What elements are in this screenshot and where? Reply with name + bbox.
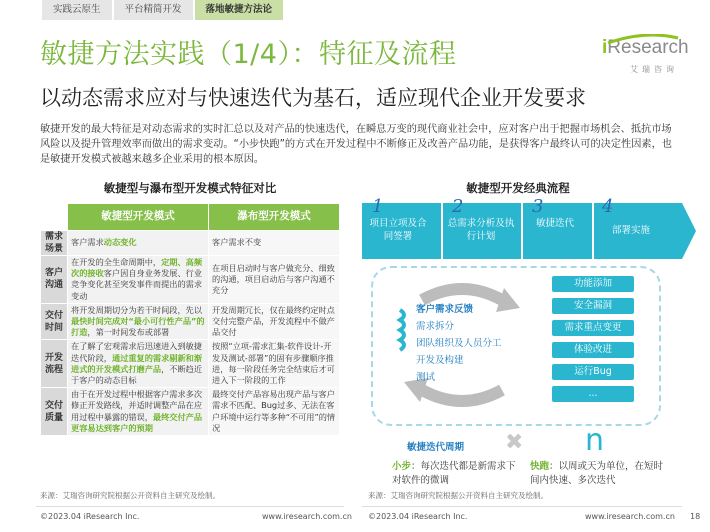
waterfall-cell: 客户需求不变 bbox=[209, 231, 340, 256]
iresearch-logo: iResearch 艾瑞咨询 bbox=[602, 36, 680, 76]
source-note-right: 来源：艾瑞咨询研究院根据公开资料自主研究及绘制。 bbox=[368, 491, 548, 500]
nav-tab-platform[interactable]: 平台精简开发 bbox=[114, 0, 193, 20]
step-label: 部署实施 bbox=[611, 225, 650, 236]
comparison-table-title: 敏捷型与瀑布型开发模式特征对比 bbox=[103, 181, 277, 195]
flow-arrow-icon bbox=[682, 203, 696, 259]
source-note-left: 来源：艾瑞咨询研究院根据公开资料自主研究及绘制。 bbox=[40, 491, 220, 500]
waterfall-cell: 最终交付产品容易出现产品与客户需求不匹配、Bug过多、无法在客户环境中运行等多种“不可用”的情况 bbox=[209, 388, 340, 436]
waterfall-cell: 在项目启动时与客户做充分、细致的沟通，项目启动后与客户沟通不充分 bbox=[209, 256, 340, 304]
table-row bbox=[41, 256, 340, 304]
step-number: 1 bbox=[372, 196, 384, 217]
footer-site-right[interactable]: www.iresearch.com.cn bbox=[585, 512, 675, 521]
waterfall-cell: 开发周期冗长，仅在最终约定时点交付完整产品，开发流程中不做产品交付 bbox=[209, 303, 340, 340]
stack-item: ... bbox=[552, 386, 634, 402]
cycle-items bbox=[416, 301, 502, 386]
table-corner bbox=[41, 204, 68, 231]
step-number: 3 bbox=[532, 196, 544, 217]
nav-tab-agile[interactable]: 落地敏捷方法论 bbox=[195, 0, 284, 20]
step-number: 4 bbox=[602, 196, 614, 217]
cycle-item: 客户需求反馈 bbox=[416, 304, 474, 315]
agile-cell: 在开发的全生命周期中，定期、高频次的接收客户因自身业务发展、行业竞争变化甚至突发事件而提出的需求变动 bbox=[68, 256, 209, 304]
col-header-agile: 敏捷型开发模式 bbox=[68, 204, 209, 231]
table-row bbox=[41, 303, 340, 340]
step-label: 项目立项及合同签署 bbox=[369, 218, 427, 242]
cycle-item: 需求拆分 bbox=[416, 321, 455, 332]
feedback-stack bbox=[552, 276, 634, 408]
step-number: 2 bbox=[452, 196, 464, 217]
footer-site-left[interactable]: www.iresearch.com.cn bbox=[262, 512, 352, 521]
nav-tab-cloud-native[interactable]: 实践云原生 bbox=[42, 0, 112, 20]
flow-step-1 bbox=[364, 196, 442, 259]
stack-item: 运行Bug bbox=[552, 364, 634, 380]
table-row bbox=[41, 340, 340, 388]
logo-swoosh-icon bbox=[606, 34, 680, 44]
top-nav bbox=[42, 0, 285, 20]
cycle-item: 开发及构建 bbox=[416, 355, 464, 366]
footer-divider bbox=[36, 506, 344, 507]
stack-item: 体验改进 bbox=[552, 342, 634, 358]
waterfall-cell: 按照“立项-需求汇集-软件设计-开发及测试-部署”的固有步骤顺序推进，每一阶段任务完全结束后才可进入下一阶段的工作 bbox=[209, 340, 340, 388]
footer-copyright-left: ©2023.04 iResearch Inc. bbox=[40, 512, 140, 521]
cycle-item: 团队组织及人员分工 bbox=[416, 338, 502, 349]
page-number: 18 bbox=[690, 512, 701, 521]
flow-step-2 bbox=[444, 196, 522, 259]
page-title: 敏捷方法实践（1/4）：特征及流程 bbox=[40, 39, 457, 70]
iteration-cycle-label: 敏捷迭代周期 bbox=[407, 442, 465, 453]
intro-paragraph: 敏捷开发的最大特征是对动态需求的实时汇总以及对产品的快速迭代，在瞬息万变的现代商业社会中，应对客户出于把握市场机会、抵抗市场风险以及提升管理效率而做出的需求变动。“小步快跑”的方式在开发过程中不断修正及改善产品功能，是获得客户最终认可的决定性因素，也是敏捷开发模式被越来越多企业采用的根本原因。 bbox=[40, 124, 672, 165]
step-label: 敏捷迭代 bbox=[536, 218, 575, 229]
stack-item: 安全漏洞 bbox=[552, 298, 634, 314]
footer-divider bbox=[362, 506, 682, 507]
stack-item: 功能添加 bbox=[552, 276, 634, 292]
stack-item: 需求重点变更 bbox=[552, 320, 634, 336]
agile-cell: 将开发周期切分为若干时间段，先以最快时间完成对“最小可行性产品”的打造，第一时间发布或部署 bbox=[68, 303, 209, 340]
step-label: 总需求分析及执行计划 bbox=[447, 218, 515, 242]
agile-cell: 由于在开发过程中根据客户需求多次修正开发路线，并适时调整产品在应用过程中暴露的错误，最终交付产品更容易达到客户的预期 bbox=[68, 388, 209, 436]
flow-step-3 bbox=[524, 196, 602, 259]
cycle-item: 测试 bbox=[416, 372, 436, 383]
row-header: 交付 质量 bbox=[41, 388, 68, 436]
multiply-icon: ✖ bbox=[505, 430, 524, 455]
process-flow bbox=[362, 196, 682, 259]
n-symbol: n bbox=[585, 423, 605, 458]
row-header: 交付 时间 bbox=[41, 303, 68, 340]
agile-cell: 在了解了宏观需求后迅速进入到敏捷迭代阶段，通过重复的需求剔新和渐进式的开发模式打磨产品，不断趋近于客户的动态目标 bbox=[68, 340, 209, 388]
col-header-waterfall: 瀑布型开发模式 bbox=[209, 204, 340, 231]
fast-run-description: 快跑：以周或天为单位，在短时间内快速、多次迭代 bbox=[530, 461, 664, 486]
footer-copyright-right: ©2023.04 iResearch Inc. bbox=[368, 512, 468, 521]
flow-step-4 bbox=[594, 196, 672, 259]
row-header: 客户 沟通 bbox=[41, 256, 68, 304]
table-row bbox=[41, 388, 340, 436]
agile-cell: 客户需求动态变化 bbox=[68, 231, 209, 256]
table-row bbox=[41, 231, 340, 256]
small-step-description: 小步：每次迭代都是新需求下对软件的微调 bbox=[392, 461, 516, 486]
process-title: 敏捷型开发经典流程 bbox=[466, 181, 570, 195]
comparison-table bbox=[40, 203, 340, 436]
row-header: 需求 场景 bbox=[41, 231, 68, 256]
page-subtitle: 以动态需求应对与快速迭代为基石，适应现代企业开发要求 bbox=[40, 86, 586, 110]
row-header: 开发 流程 bbox=[41, 340, 68, 388]
